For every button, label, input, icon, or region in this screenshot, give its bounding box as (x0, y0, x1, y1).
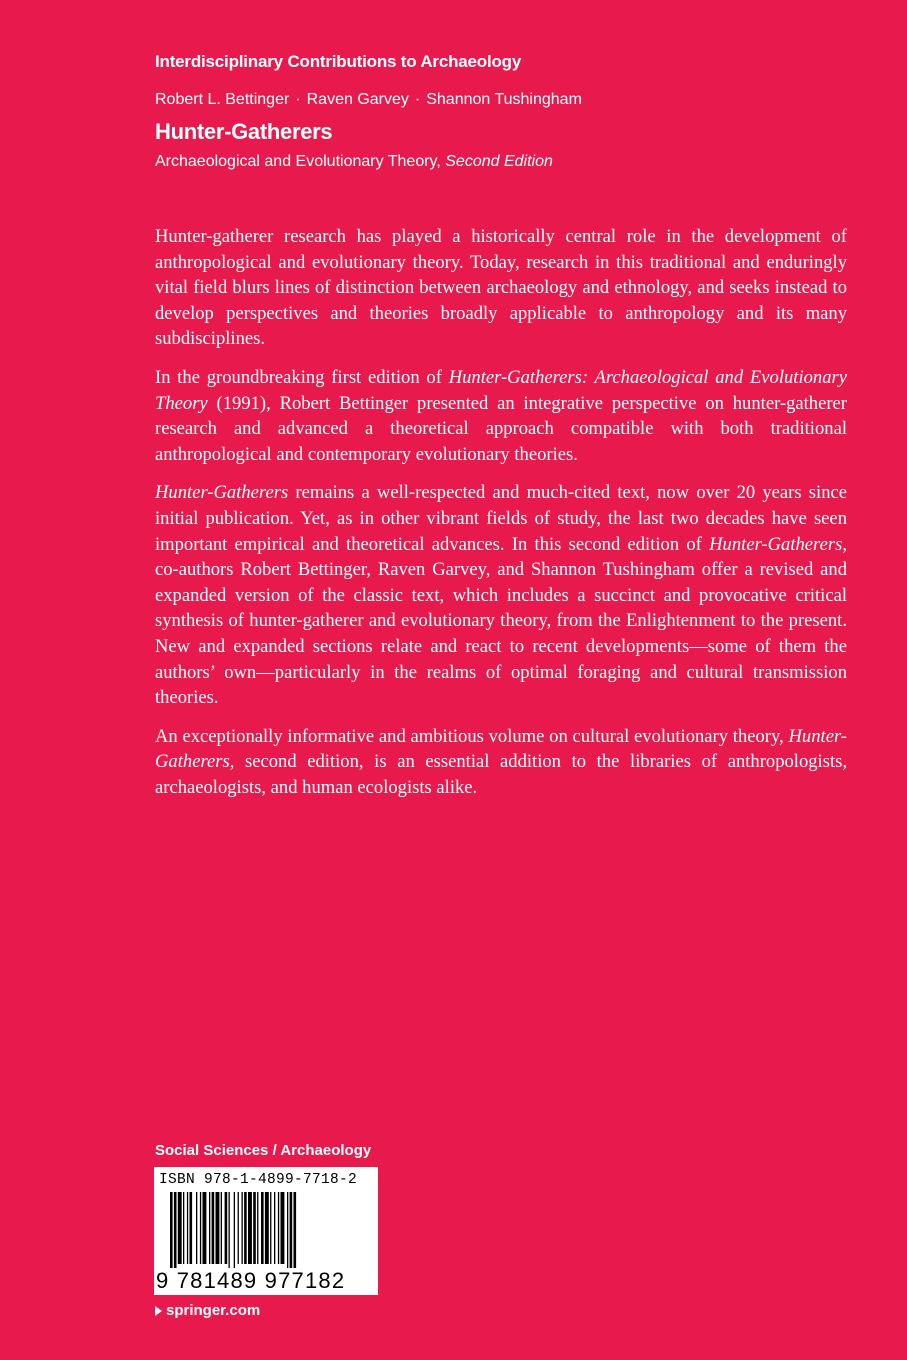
barcode-bar (244, 1192, 247, 1264)
barcode-bar (265, 1192, 269, 1264)
blurb-paragraph-2: In the groundbreaking first edition of Hunter-Gatherers: Archaeological and Evolutionary Theory (1991), Robert Bettinger presented an integrative perspective on hunter-gatherer research and advanced a theoretical approach compatible with both traditional anthropological and contemporary evolutionary theories. (155, 366, 847, 465)
blurb-paragraph-1: Hunter-gatherer research has played a historically central role in the development of anthropological and evolutionary theory. Today, research in this traditional and enduringly vital field blurs lines of distinction between archaeology and ethnology, and seeks instead to develop perspectives and theories broadly applicable to anthropology and its many subdisciplines. (155, 226, 847, 350)
subtitle-text: Archaeological and Evolutionary Theory, (155, 153, 441, 170)
barcode-bar (294, 1192, 297, 1268)
barcode-bar (212, 1192, 215, 1264)
blurb (155, 224, 847, 813)
barcode-bar (278, 1192, 279, 1264)
series-title: Interdisciplinary Contributions to Archaeology (155, 52, 522, 71)
triangle-right-icon (155, 1306, 162, 1316)
barcode-bar (200, 1192, 201, 1264)
barcode-bar (281, 1192, 285, 1264)
barcode-bar (242, 1192, 243, 1264)
barcode-bar (216, 1192, 220, 1264)
barcode-bar (187, 1192, 188, 1264)
barcode-bar (261, 1192, 264, 1264)
ean-digits: 9 781489 977182 (156, 1268, 346, 1293)
barcode-bar (196, 1192, 197, 1264)
book-reference: Hunter-Gatherers (155, 482, 289, 504)
blurb-paragraph-3: Hunter-Gatherers remains a well-respected and much-cited text, now over 20 years since initial publication. Yet, as in other vibrant fields of study, the last two decades have seen important empirical and theoretical advances. In this second edition of Hunter-Gatherers, co-authors Robert Bettinger, Raven Garvey, and Shannon Tushingham offer a revised and expanded version of the classic text, which includes a succinct and provocative critical synthesis of hunter-gatherer and evolutionary theory, from the Enlightenment to the present. New and expanded sections relate and react to recent developments—some of them the authors’ own—particularly in the realms of optimal foraging and cultural transmission theories. (155, 482, 847, 709)
author-name: Raven Garvey (306, 91, 409, 108)
publisher-link[interactable] (155, 1302, 260, 1319)
book-title: Hunter-Gatherers (155, 119, 333, 144)
isbn-barcode (154, 1167, 378, 1295)
barcode-bar (238, 1192, 239, 1264)
barcode-bar (183, 1192, 184, 1264)
barcode-bar (190, 1192, 193, 1264)
barcode-bar (290, 1192, 293, 1268)
barcode-bar (209, 1192, 210, 1264)
barcode-bar (234, 1192, 235, 1268)
author-name: Shannon Tushingham (426, 91, 582, 108)
book-reference: Hunter-Gatherers (709, 533, 843, 555)
barcode-bar (229, 1192, 230, 1268)
author-name: Robert L. Bettinger (155, 91, 290, 108)
barcode-bar (287, 1192, 288, 1268)
barcode-bar (170, 1192, 173, 1268)
publisher-website[interactable]: springer.com (166, 1302, 261, 1319)
barcode-bar (174, 1192, 177, 1268)
barcode-bar (221, 1192, 222, 1264)
book-subtitle (155, 153, 553, 171)
barcode-bar (225, 1192, 228, 1264)
author-separator: · (295, 91, 301, 108)
barcode-bar (178, 1192, 182, 1264)
barcode-bar (253, 1192, 256, 1264)
isbn-label: ISBN 978-1-4899-7718-2 (159, 1172, 358, 1188)
barcode-bar (248, 1192, 252, 1264)
book-reference: Hunter-Gatherers: Archaeological and Evolutionary Theory (155, 366, 847, 414)
barcode-bar (203, 1192, 207, 1264)
barcode-bar (270, 1192, 271, 1264)
barcode-bar (257, 1192, 258, 1264)
blurb-paragraph-4: An exceptionally informative and ambitious volume on cultural evolutionary theory, Hunter-Gatherers, second edition, is an essential addition to the libraries of anthropologists, archaeologists, and human ecologists alike. (155, 725, 847, 798)
author-separator: · (414, 91, 421, 108)
barcode-bar (274, 1192, 275, 1264)
edition-text: Second Edition (445, 153, 553, 170)
subject-category: Social Sciences / Archaeology (155, 1142, 372, 1159)
book-reference: Hunter-Gatherers (155, 725, 847, 773)
author-list (155, 91, 582, 109)
